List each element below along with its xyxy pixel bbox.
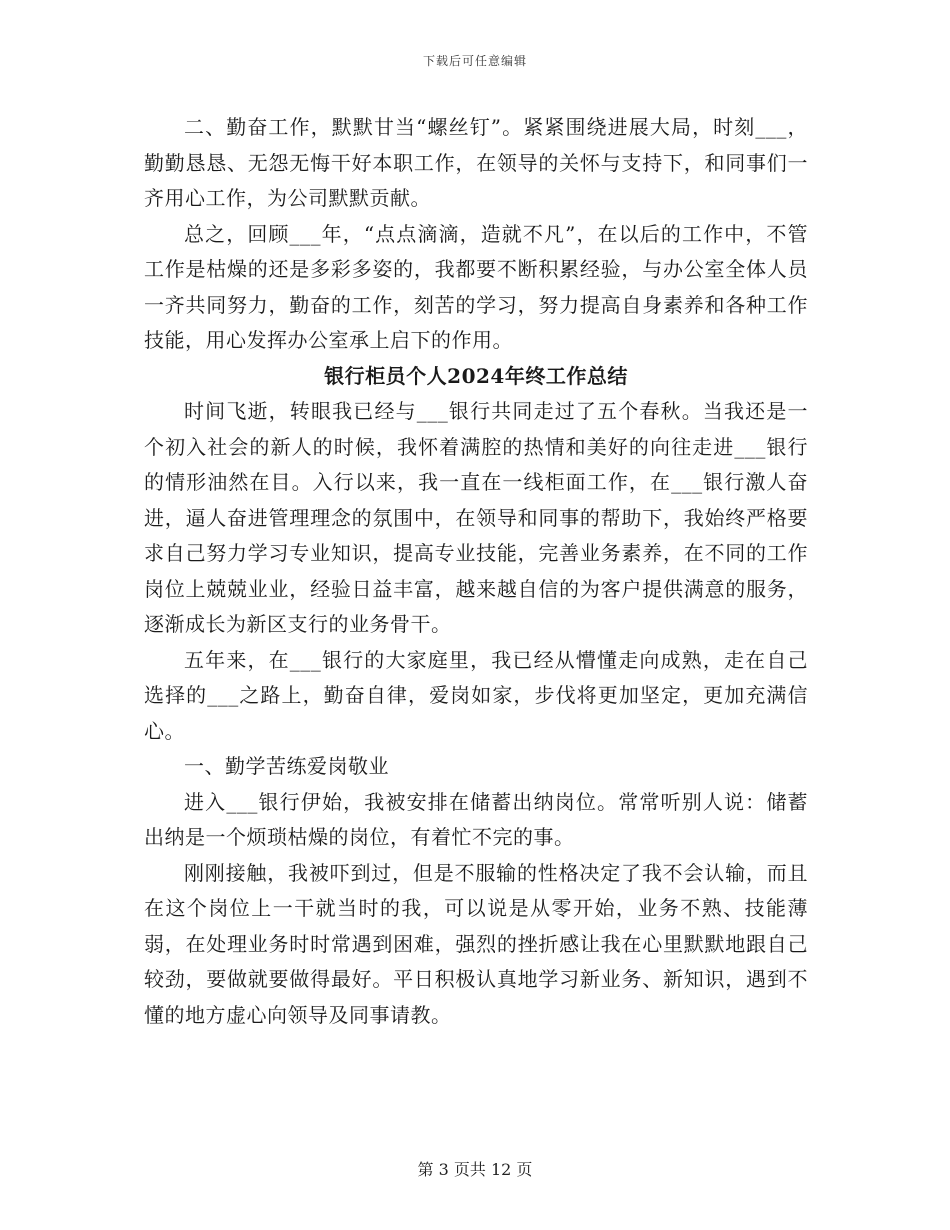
paragraph-summary: 总之，回顾___年，“点点滴滴，造就不凡”，在以后的工作中，不管工作是枯燥的还是多彩多姿的，我都要不断积累经验，与办公室全体人员一齐共同努力，勤奋的工作，刻苦的学习，努力提高自身素养和各种工作技能，用心发挥办公室承上启下的作用。 xyxy=(144,221,808,352)
document-body xyxy=(144,110,808,1033)
paragraph-first-contact: 刚刚接触，我被吓到过，但是不服输的性格决定了我不会认输，而且在这个岗位上一干就当时的我，可以说是从零开始，业务不熟、技能薄弱，在处理业务时时常遇到困难，强烈的挫折感让我在心里默默地跟自己较劲，要做就要做得最好。平日积极认真地学习新业务、新知识，遇到不懂的地方虚心向领导及同事请教。 xyxy=(144,860,808,1027)
subheading-study-hard: 一、勤学苦练爱岗敬业 xyxy=(184,754,389,778)
page-footer: 第 3 页共 12 页 xyxy=(417,1160,533,1179)
paragraph-teller-position: 进入___银行伊始，我被安排在储蓄出纳岗位。常常听别人说：储蓄出纳是一个烦琐枯燥的岗位，有着忙不完的事。 xyxy=(144,789,808,849)
page-header: 下载后可任意编辑 xyxy=(422,54,527,68)
section-title: 银行柜员个人2024年终工作总结 xyxy=(324,363,628,388)
paragraph-diligent-work: 二、勤奋工作，默默甘当“螺丝钉”。紧紧围绕进展大局，时刻___，勤勤恳恳、无怨无悔干好本职工作，在领导的关怀与支持下，和同事们一齐用心工作，为公司默默贡献。 xyxy=(144,115,808,210)
paragraph-five-years: 五年来，在___银行的大家庭里，我已经从懵懂走向成熟，走在自己选择的___之路上，勤奋自律，爱岗如家，步伐将更加坚定，更加充满信心。 xyxy=(144,647,808,743)
paragraph-intro: 时间飞逝，转眼我已经与___银行共同走过了五个春秋。当我还是一个初入社会的新人的时候，我怀着满腔的热情和美好的向往走进___银行的情形油然在目。入行以来，我一直在一线柜面工作，在___银行激人奋进，逼人奋进管理理念的氛围中，在领导和同事的帮助下，我始终严格要求自己努力学习专业知识，提高专业技能，完善业务素养，在不同的工作岗位上兢兢业业，经验日益丰富，越来越自信的为客户提供满意的服务，逐渐成长为新区支行的业务骨干。 xyxy=(144,399,808,636)
